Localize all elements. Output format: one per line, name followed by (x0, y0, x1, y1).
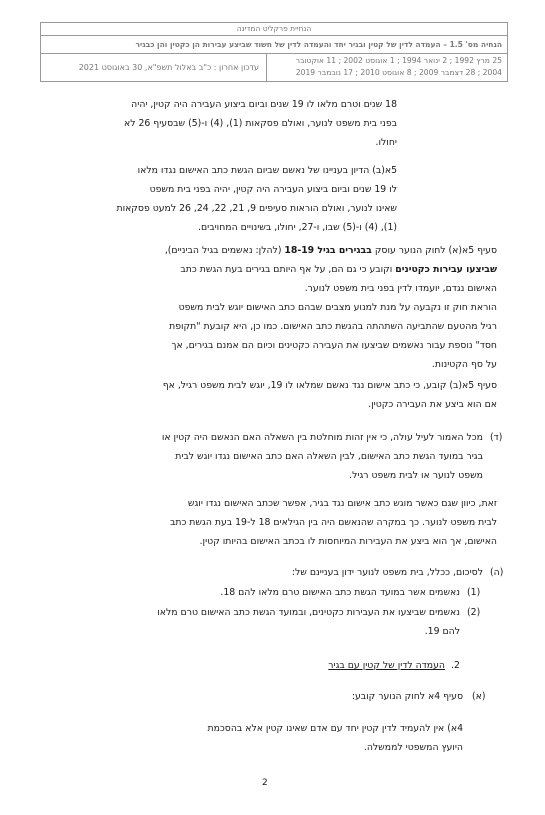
text-line: רגיל מהטעם שהתביעה השתהתה בהגשת כתב האישום. כמו כן, היא קובעת "תקופת (169, 321, 497, 332)
text-line: (1), (4) ו-(5) שבו, ו-27, יחולו, בשינויים המחויבים. (198, 222, 397, 233)
text-line: מכל האמור לעיל עולה, כי אין זהות מוחלטת בין השאלה האם הנאשם היה קטין או (161, 432, 483, 443)
text-line: זאת, כיוון שגם כאשר מוגש כתב אישום נגד בגיר, אפשר שכתב האישום נגדו יוגש (187, 498, 497, 509)
paragraph-4 (72, 376, 497, 414)
text-line: לסיכום, ככלל, בית משפט לנוער ידון בעניינם של: (291, 567, 483, 578)
text-line: על סף הקטינות. (431, 359, 497, 370)
text-line: בפני בית משפט לנוער, ואולם פסקאות (1), (4) ו-(5) שבסעיף 26 לא (124, 118, 397, 129)
text-line: נאשמים שביצעו את העבירות כקטינים, ובמועד הגשת כתב האישום טרם מלאו (157, 607, 460, 618)
header-title: הנחיה מס' 1.5 – העמדה לדין של קטין ובגיר יחד והעמדה לדין של חשוד שביצע עבירות הן כקטין והן כבגיר (41, 36, 507, 54)
section-heading-2 (300, 656, 445, 675)
text-line (72, 260, 497, 279)
section-number-2: 2. (451, 660, 460, 671)
text-line: סעיף 4א לחוק הנוער קובע: (351, 691, 463, 702)
paragraph-2 (116, 161, 397, 237)
header-dates-line1: 25 מרץ 1992 ; 2 ינואר 1994 ; 1 אוגוסט 2002 ; 11 אוקטובר (295, 56, 502, 65)
text-line: לבית משפט לנוער. כך במקרה שהנאשם היה בין הגילאים 18 ל-19 בעת הגשת כתב (169, 517, 497, 528)
item-mark-a: (א) (472, 691, 486, 702)
text-line: להם 19. (424, 626, 460, 637)
header-meta-row (41, 54, 507, 81)
header-office: הנחיית פרקליט המדינה (41, 23, 507, 36)
text-line: שאינו לנוער, ואולם הוראות סעיפים 9, 21, 22, 24, 26 למעט פסקאות (116, 203, 397, 214)
text-line: סעיף 5א(ב) קובע, כי כתב אישום נגד נאשם שמלאו לו 19, יוגש לבית משפט רגיל, אף (162, 380, 497, 391)
text-line: האישום, אך הוא ביצע את העבירות המיוחסות לו בכתב האישום בהיותו קטין. (199, 536, 497, 547)
text-line: נאשמים אשר במועד הגשת כתב האישום טרם מלאו להם 18. (220, 587, 460, 598)
text-line: הוראת חוק זו נקבעה על מנת למנוע מצבים שבהם כתב האישום יוגש לבית משפט (178, 302, 497, 313)
subitem-1 (150, 583, 460, 602)
bold-span: שביצעו עבירות כקטינים (395, 264, 497, 275)
text-line: לו 19 שנים וביום ביצוע העבירה היה קטין, יהיה בפני בית משפט (149, 184, 397, 195)
text-span: (להלן: נאשמים בגיל הביניים), (164, 245, 285, 256)
header-dates-line2: 2004 ; 28 דצמבר 2009 ; 8 אוגוסט 2010 ; 17 נובמבר 2019 (295, 68, 502, 77)
bold-span: בבגירים בגיל 18-19 (284, 245, 372, 256)
paragraph-a (300, 687, 463, 706)
text-line: חסד" נוספת עבור נאשמים שביצעו את העבירה כקטינים וכיום הם אמנם בגירים, אך (171, 340, 497, 351)
text-span: סעיף 5א(א) לחוק הנוער עוסק (371, 245, 497, 256)
text-line: אם הוא ביצע את העבירה כקטין. (368, 399, 497, 410)
text-line: 18 שנים וטרם מלאו לו 19 שנים וביום ביצוע העבירה היה קטין, יהיה (131, 99, 397, 110)
text-line: האישום נגדם, יועמדו לדין בפני בית משפט לנוער. (304, 283, 497, 294)
text-line: משפט לנוער או לבית משפט רגיל. (349, 470, 483, 481)
paragraph-d (72, 428, 483, 485)
header-dates (266, 54, 507, 81)
subitem-mark-2: (2) (467, 607, 481, 618)
text-span: וקובע כי גם הם, על אף היותם בגירים בעת הגשת כתב (180, 264, 396, 275)
text-line: יחולו. (375, 137, 397, 148)
paragraph-1 (124, 95, 397, 152)
text-line: 5א(ב) הדיון בעניינו של נאשם שביום הגשת כתב האישום נגדו מלאו (137, 165, 397, 176)
item-mark-e: (ה) (490, 567, 504, 578)
paragraph-3 (72, 241, 497, 374)
paragraph-e (150, 563, 483, 582)
header-last-update: עדכון אחרון : כ"ב באלול תשפ"א, 30 באוגוסט 2021 (78, 63, 259, 72)
subitem-mark-1: (1) (467, 587, 481, 598)
text-line: בגיר במועד הגשת כתב האישום, לבין השאלה האם כתב האישום נגדו יוגש לבית (175, 451, 483, 462)
heading-text: העמדה לדין של קטין עם בגיר (328, 660, 445, 671)
quote-block (140, 719, 463, 757)
paragraph-6 (72, 494, 497, 551)
text-line: 4א) אין להעמיד לדין קטין יחד עם אדם שאינו קטין אלא בהסכמת (207, 723, 463, 734)
page-number: 2 (262, 778, 268, 788)
text-line: היועץ המשפטי לממשלה. (363, 742, 463, 753)
text-line (72, 241, 497, 260)
subitem-2 (70, 603, 460, 641)
document-header (40, 22, 508, 82)
item-mark-d: (ד) (490, 432, 503, 443)
